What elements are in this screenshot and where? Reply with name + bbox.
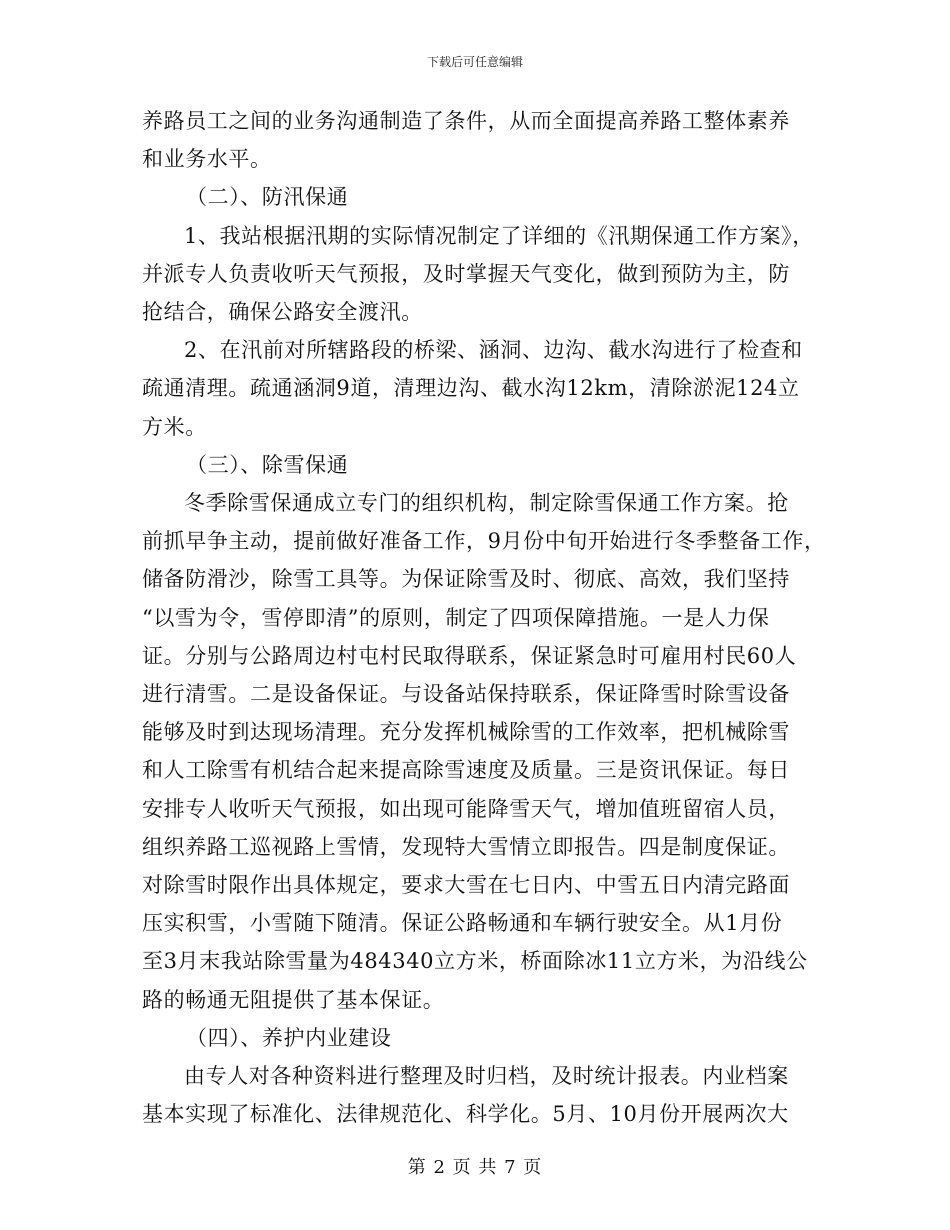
- body-line: 由专人对各种资料进行整理及时归档，及时统计报表。内业档案: [184, 1064, 789, 1089]
- body-line: 组织养路工巡视路上雪情，发现特大雪情立即报告。四是制度保证。: [142, 834, 790, 859]
- section-heading: （二）、防汛保通: [186, 185, 349, 210]
- body-line: 和人工除雪有机结合起来提高除雪速度及质量。三是资讯保证。每日: [142, 758, 790, 783]
- body-line: 基本实现了标准化、法律规范化、科学化。5月、10月份开展两次大: [142, 1102, 789, 1127]
- body-line: 前抓早争主动，提前做好准备工作，9月份中旬开始进行冬季整备工作，: [142, 529, 826, 554]
- body-line: 证。分别与公路周边村屯村民取得联系，保证紧急时可雇用村民60人: [142, 643, 797, 668]
- body-line: 储备防滑沙，除雪工具等。为保证除雪及时、彻底、高效，我们坚持: [142, 567, 790, 592]
- body-line: 方米。: [142, 414, 207, 439]
- body-line: 冬季除雪保通成立专门的组织机构，制定除雪保通工作方案。抢: [184, 491, 789, 516]
- body-line: 疏通清理。疏通涵洞9道，清理边沟、截水沟12km，清除淤泥124立: [142, 376, 800, 401]
- section-heading: （三）、除雪保通: [186, 452, 349, 477]
- body-line: 能够及时到达现场清理。充分发挥机械除雪的工作效率，把机械除雪: [142, 720, 790, 745]
- body-line: 路的畅通无阻提供了基本保证。: [142, 987, 445, 1012]
- body-line: 至3月末我站除雪量为484340立方米，桥面除冰11立方米，为沿线公: [142, 949, 808, 974]
- body-line: 并派专人负责收听天气预报，及时掌握天气变化，做到预防为主，防: [142, 261, 790, 286]
- body-line: 压实积雪，小雪随下随清。保证公路畅通和车辆行驶安全。从1月份: [142, 911, 783, 936]
- body-line: 养路员工之间的业务沟通制造了条件，从而全面提高养路工整体素养: [142, 109, 790, 133]
- body-line: “以雪为令，雪停即清”的原则，制定了四项保障措施。一是人力保: [142, 605, 770, 630]
- body-line: 2、在汛前对所辖路段的桥梁、涵洞、边沟、截水沟进行了检查和: [184, 338, 803, 363]
- body-line: 1、我站根据汛期的实际情况制定了详细的《汛期保通工作方案》，: [184, 223, 814, 248]
- body-line: 安排专人收听天气预报，如出现可能降雪天气，增加值班留宿人员，: [142, 796, 790, 821]
- body-line: 和业务水平。: [142, 147, 272, 172]
- body-line: 抢结合，确保公路安全渡汛。: [142, 300, 423, 325]
- page-header: 下载后可任意编辑: [426, 55, 523, 69]
- body-line: 进行清雪。二是设备保证。与设备站保持联系，保证降雪时除雪设备: [142, 682, 790, 707]
- body-line: 对除雪时限作出具体规定，要求大雪在七日内、中雪五日内清完路面: [142, 873, 790, 898]
- section-heading: （四）、养护内业建设: [186, 1025, 392, 1050]
- document-body: [142, 102, 832, 1133]
- page-footer: 第 2 页 共 7 页: [407, 1157, 543, 1178]
